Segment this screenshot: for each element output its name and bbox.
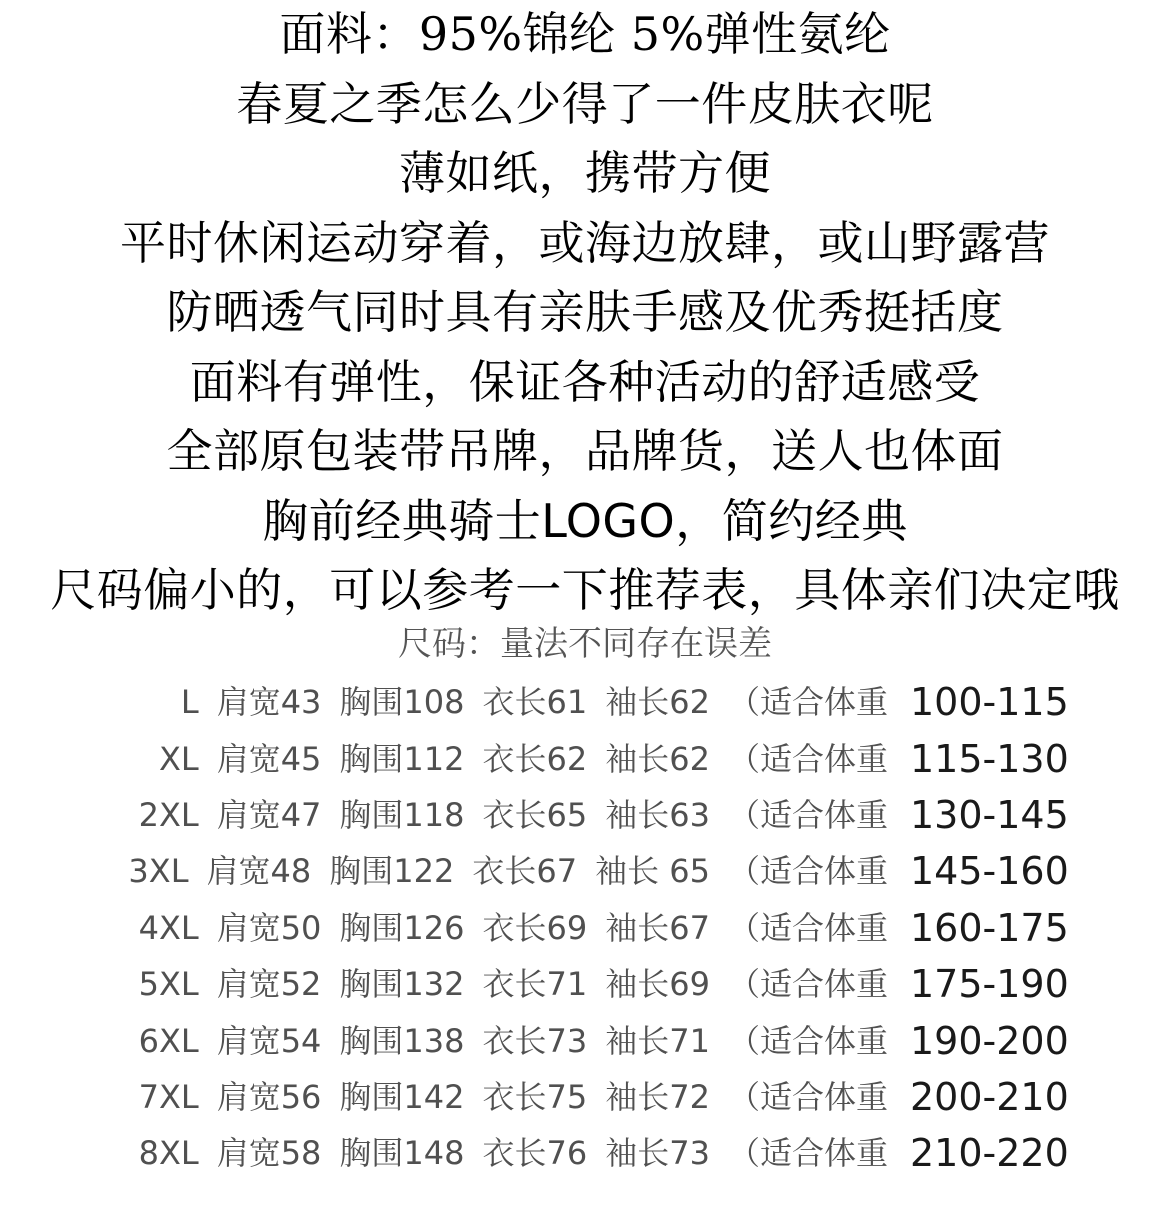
size-label: 4XL	[138, 909, 199, 947]
shoulder-width: 肩宽56	[216, 1078, 322, 1116]
chest: 胸围112	[339, 740, 465, 778]
fit-weight-label: （适合体重	[727, 909, 888, 947]
fabric-line: 面料：95%锦纶 5%弹性氨纶	[279, 7, 891, 61]
weight-range: 200-210	[910, 1075, 1069, 1119]
fit-weight-label: （适合体重	[727, 1078, 888, 1116]
weight-range: 130-145	[910, 793, 1069, 837]
garment-length: 衣长75	[482, 1078, 588, 1116]
description-line: 面料有弹性，保证各种活动的舒适感受	[189, 354, 981, 409]
weight-range: 190-200	[910, 1019, 1069, 1063]
weight-range: 175-190	[910, 962, 1069, 1006]
size-label: 6XL	[138, 1022, 199, 1060]
size-label: L	[180, 683, 199, 721]
size-row	[0, 1125, 1170, 1182]
size-label: 2XL	[138, 796, 199, 834]
description-line: 春夏之季怎么少得了一件皮肤衣呢	[236, 76, 934, 131]
description-line: 薄如纸，携带方便	[399, 146, 771, 200]
size-measurements	[139, 787, 888, 844]
fit-weight-label: （适合体重	[727, 683, 888, 721]
size-row	[0, 674, 1170, 731]
garment-length: 衣长69	[482, 909, 588, 947]
shoulder-width: 肩宽50	[216, 909, 322, 947]
shoulder-width: 肩宽48	[206, 852, 312, 890]
chest: 胸围138	[339, 1022, 465, 1060]
garment-length: 衣长61	[482, 683, 588, 721]
sleeve-length: 袖长73	[605, 1134, 710, 1172]
size-measurements	[139, 1069, 888, 1126]
description-line: 全部原包装带吊牌，品牌货，送人也体面	[166, 424, 1004, 478]
sleeve-length: 袖长62	[605, 683, 710, 721]
chest: 胸围142	[339, 1078, 465, 1116]
size-row	[0, 900, 1170, 957]
size-label: 8XL	[138, 1134, 199, 1172]
description-line: 胸前经典骑士LOGO，简约经典	[262, 493, 908, 548]
sleeve-length: 袖长62	[605, 740, 710, 778]
garment-length: 衣长62	[482, 740, 588, 778]
sleeve-length: 袖长69	[605, 965, 710, 1003]
size-measurements	[139, 956, 888, 1013]
description-line: 平时休闲运动穿着，或海边放肆，或山野露营	[120, 215, 1050, 270]
fit-weight-label: （适合体重	[727, 1134, 888, 1172]
size-label: XL	[158, 740, 199, 778]
size-row	[0, 787, 1170, 844]
chest: 胸围122	[329, 852, 455, 890]
description-line: 尺码偏小的，可以参考一下推荐表，具体亲们决定哦	[50, 563, 1120, 617]
garment-length: 衣长76	[482, 1134, 588, 1172]
weight-range: 145-160	[910, 849, 1069, 893]
chest: 胸围132	[339, 965, 465, 1003]
weight-range: 160-175	[910, 906, 1069, 950]
size-measurements	[139, 900, 888, 957]
garment-length: 衣长67	[472, 852, 578, 890]
size-row	[0, 1069, 1170, 1126]
chest: 胸围118	[339, 796, 465, 834]
chest: 胸围126	[339, 909, 465, 947]
shoulder-width: 肩宽43	[216, 683, 322, 721]
size-measurements	[139, 1125, 888, 1182]
size-table-title: 尺码：量法不同存在误差	[398, 624, 772, 664]
weight-range: 115-130	[910, 737, 1069, 781]
size-row	[0, 843, 1170, 900]
shoulder-width: 肩宽52	[216, 965, 322, 1003]
fit-weight-label: （适合体重	[727, 965, 888, 1003]
garment-length: 衣长71	[482, 965, 588, 1003]
sleeve-length: 袖长63	[605, 796, 710, 834]
sleeve-length: 袖长72	[605, 1078, 710, 1116]
fit-weight-label: （适合体重	[727, 740, 888, 778]
shoulder-width: 肩宽45	[216, 740, 322, 778]
size-row	[0, 1013, 1170, 1070]
size-row	[0, 731, 1170, 788]
shoulder-width: 肩宽54	[216, 1022, 322, 1060]
fit-weight-label: （适合体重	[727, 852, 888, 890]
size-measurements	[128, 843, 888, 900]
shoulder-width: 肩宽58	[216, 1134, 322, 1172]
shoulder-width: 肩宽47	[216, 796, 322, 834]
garment-length: 衣长65	[482, 796, 588, 834]
size-label: 3XL	[128, 852, 189, 890]
sleeve-length: 袖长 65	[595, 852, 710, 890]
fit-weight-label: （适合体重	[727, 1022, 888, 1060]
size-measurements	[159, 731, 888, 788]
size-measurements	[181, 674, 888, 731]
garment-length: 衣长73	[482, 1022, 588, 1060]
sleeve-length: 袖长67	[605, 909, 710, 947]
chest: 胸围148	[339, 1134, 465, 1172]
weight-range: 100-115	[910, 680, 1069, 724]
size-measurements	[139, 1013, 888, 1070]
size-label: 7XL	[138, 1078, 199, 1116]
size-row	[0, 956, 1170, 1013]
chest: 胸围108	[339, 683, 465, 721]
weight-range: 210-220	[910, 1131, 1069, 1175]
sleeve-length: 袖长71	[605, 1022, 710, 1060]
description-line: 防晒透气同时具有亲肤手感及优秀挺括度	[166, 285, 1004, 339]
fit-weight-label: （适合体重	[727, 796, 888, 834]
size-label: 5XL	[138, 965, 199, 1003]
